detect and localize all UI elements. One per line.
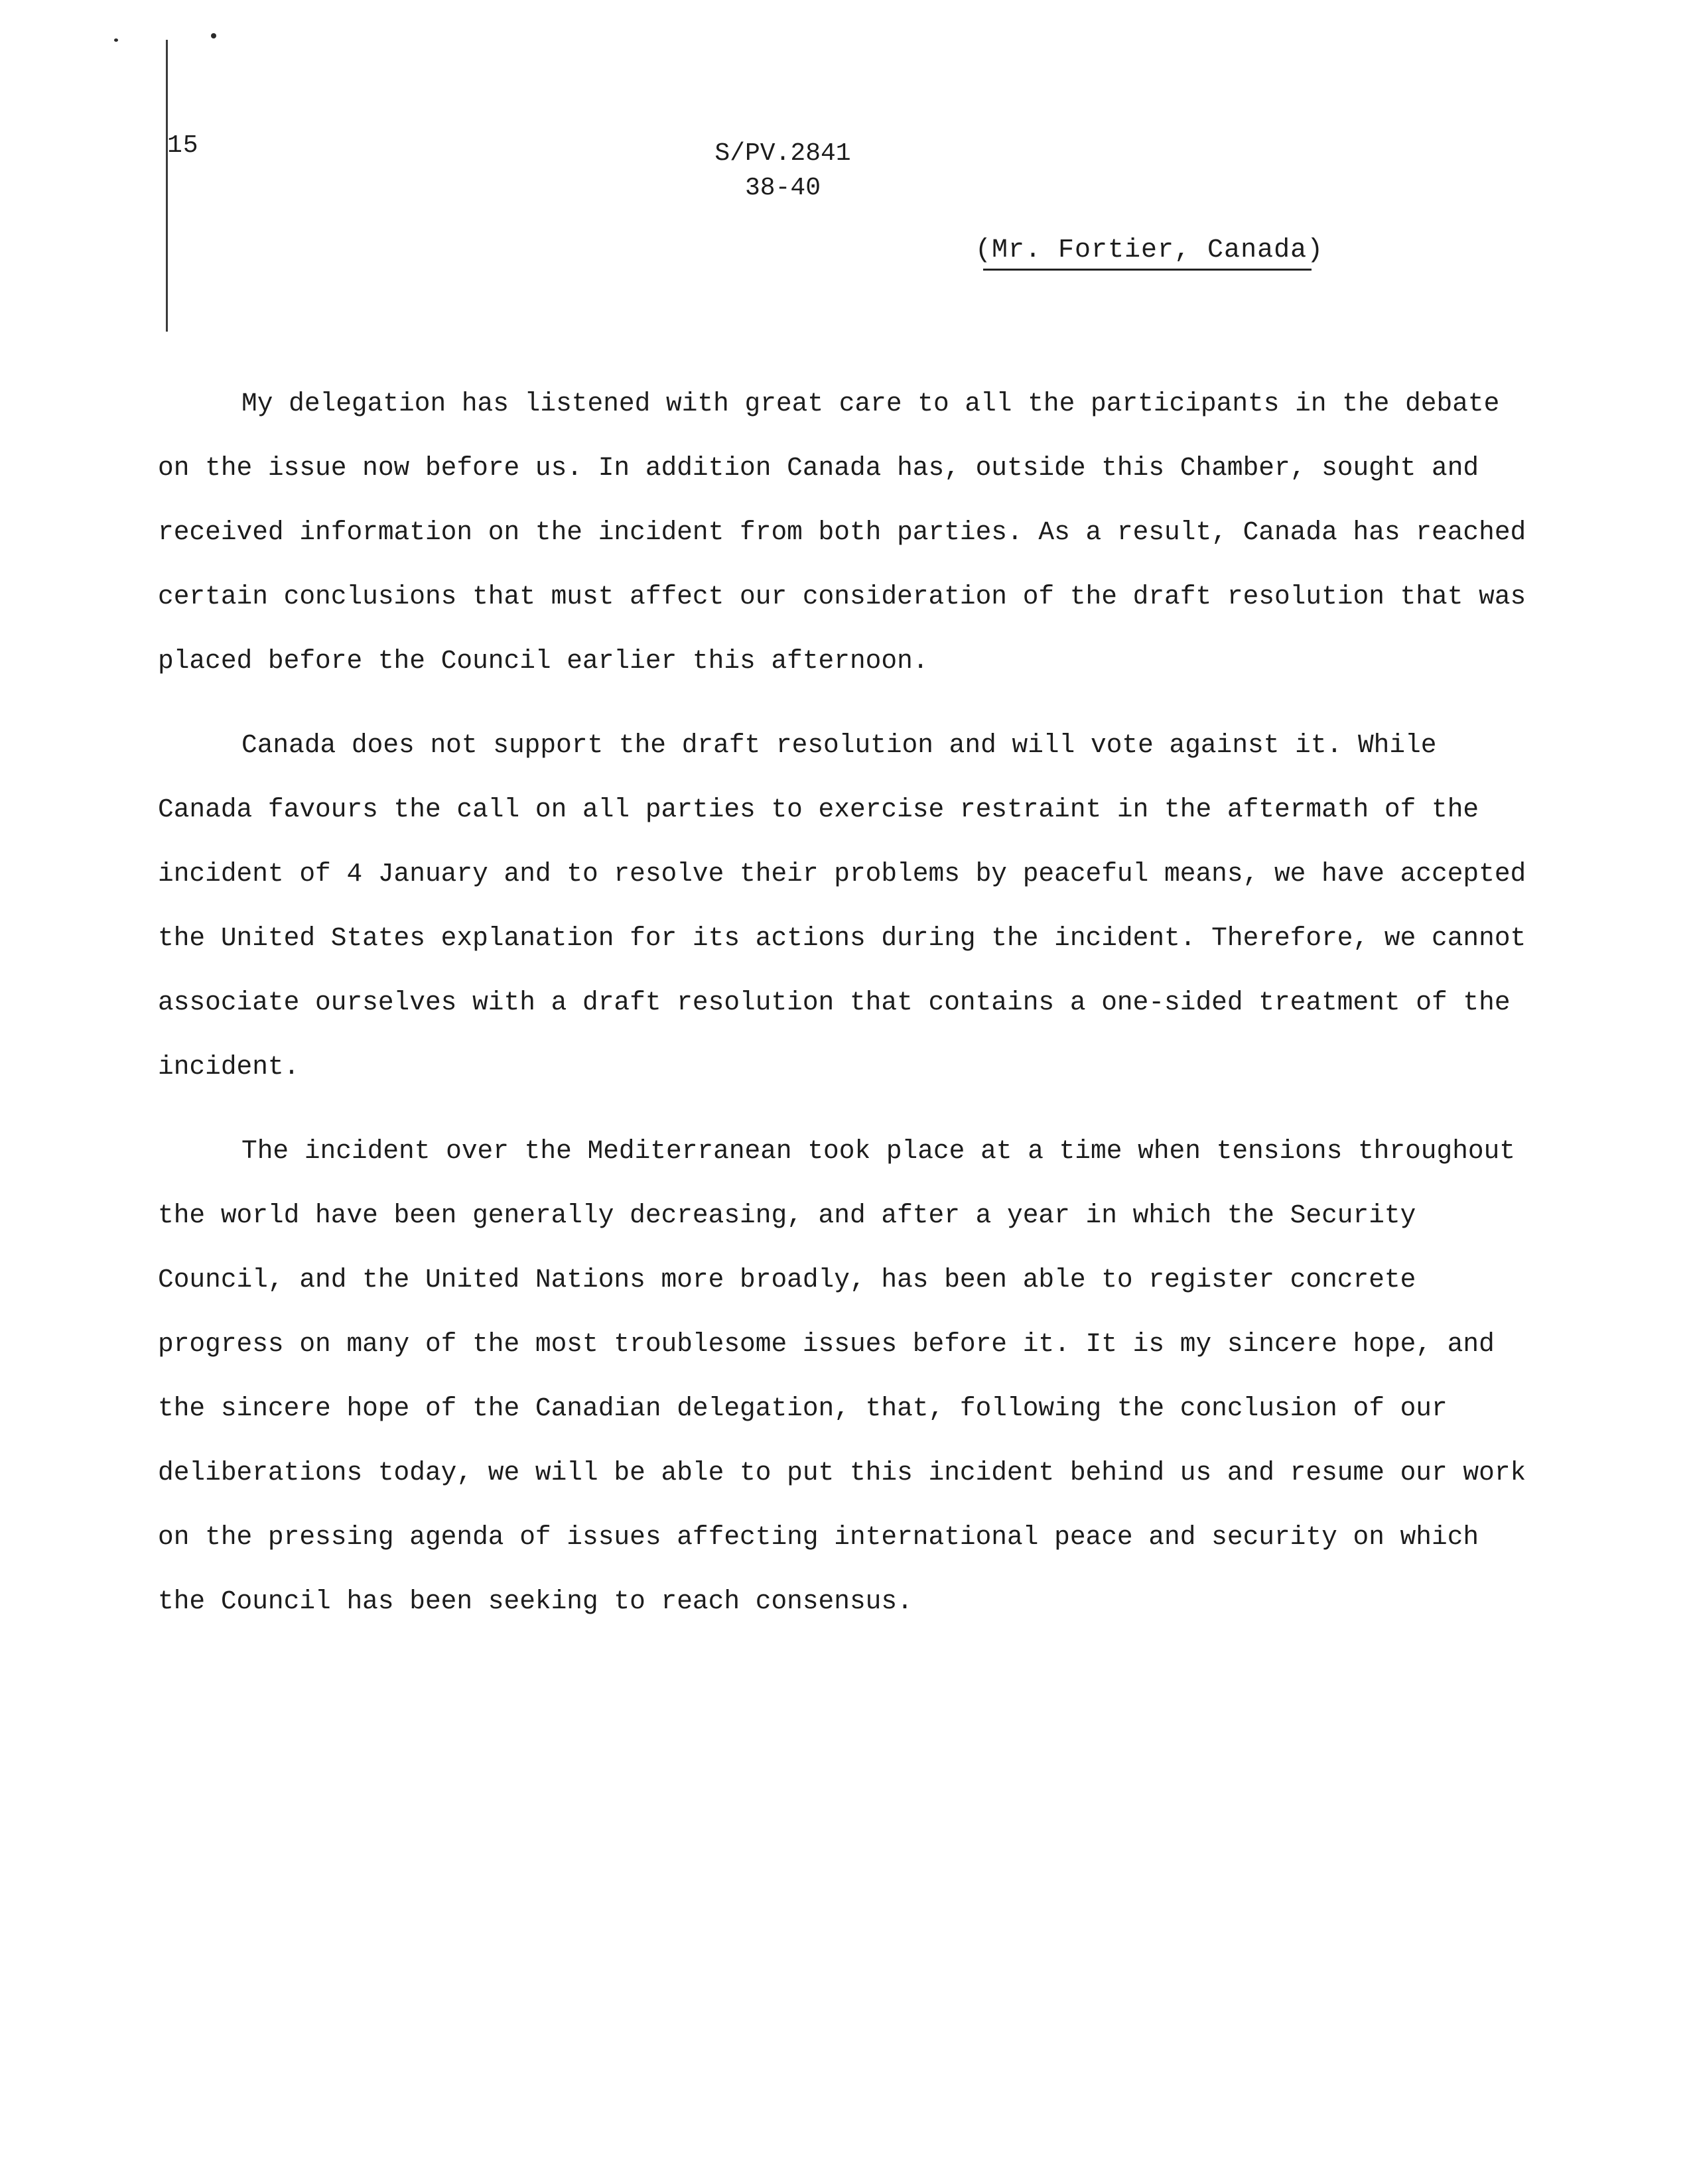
paragraph: My delegation has listened with great care to all the participants in the debate on the issue now before us. In addition Canada has, outside this Chamber, sought and received information on the incident from both parties. As a result, Canada has reached certain conclusions that must affect our consideration of the draft resolution that was placed before the Council earlier this afternoon. xyxy=(158,389,1526,676)
margin-rule xyxy=(166,40,168,332)
speaker-attribution: (Mr. Fortier, Canada) xyxy=(975,235,1324,265)
speech-body xyxy=(158,371,1538,1634)
page-range: 38-40 xyxy=(744,174,821,202)
document-symbol-block xyxy=(703,137,862,206)
scan-speck xyxy=(211,33,216,38)
speaker-underline xyxy=(983,269,1312,271)
document-symbol: S/PV.2841 xyxy=(714,139,851,168)
paragraph: The incident over the Mediterranean took place at a time when tensions throughout the world have been generally decreasing, and after a year in which the Security Council, and the United Nations more broadly, has been able to register concrete progress on many of the most troublesome issues before it. It is my sincere hope, and the sincere hope of the Canadian delegation, that, following the conclusion of our deliberations today, we will be able to put this incident behind us and resume our work on the pressing agenda of issues affecting international peace and security on which the Council has been seeking to reach consensus. xyxy=(158,1136,1526,1616)
paragraph: Canada does not support the draft resolution and will vote against it. While Canada favours the call on all parties to exercise restraint in the aftermath of the incident of 4 January and to resolve their problems by peaceful means, we have accepted the United States explanation for its actions during the incident. Therefore, we cannot associate ourselves with a draft resolution that contains a one-sided treatment of the incident. xyxy=(158,730,1526,1082)
scan-speck xyxy=(114,38,118,42)
page-number: 15 xyxy=(167,131,199,160)
